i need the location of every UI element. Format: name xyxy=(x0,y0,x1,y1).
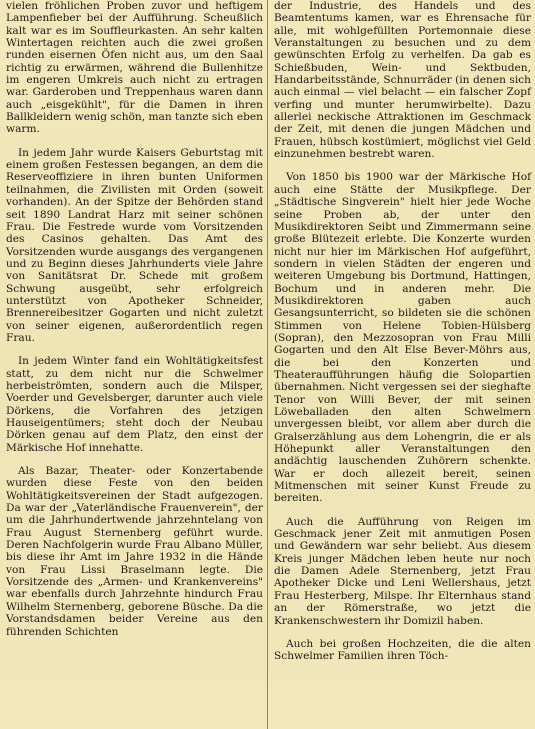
paragraph-hochzeiten: Auch bei großen Hochzeiten, die die alten Schwelmer Familien ihren Töch- xyxy=(274,637,531,663)
paragraph-kaisers-geburtstag: In jedem Jahr wurde Kaisers Geburtstag mit einem großen Festessen begangen, an dem die Reserveoffiziere in ihren bunten Uniformen teilnahmen, die Zivilisten mit Orden (soweit vorhanden). An der Spitze der Behörden stand seit 1890 Landrat Harz mit seiner schönen Frau. Die Festrede wurde vom Vorsitzenden des Casinos gehalten. Das Amt des Vorsitzenden wurde ausgangs des vergangenen und zu Beginn dieses Jahrhunderts viele Jahre von Sanitätsrat Dr. Schede mit großem Schwung ausgeübt, sehr erfolgreich unterstützt von Apotheker Schneider, Brennereibesitzer Gogarten und nicht zuletzt von seiner eigenen, außerordentlich regen Frau. xyxy=(6,146,263,344)
left-column xyxy=(6,0,263,638)
paragraph-wohltaetigkeitsfest: In jedem Winter fand ein Wohltätigkeitsfest statt, zu dem nicht nur die Schwelmer herbeiströmten, sondern auch die Milsper, Voerder und Gevelsberger, darunter auch viele Dörkens, die Vorfahren des jetzigen Hauseigentümers; steht doch der Neubau Dörken genau auf dem Platz, den einst der Märkische Hof innehatte. xyxy=(6,355,263,454)
paragraph-reigen: Auch die Aufführung von Reigen im Geschmack jener Zeit mit anmutigen Posen und Gewändern war sehr beliebt. Aus diesem Kreis junger Mädchen leben heute nur noch die Damen Adele Sternenberg, jetzt Frau Apotheker Dicke und Leni Wellershaus, jetzt Frau Hesterberg, Milspe. Ihr Elternhaus stand an der Römerstraße, wo jetzt die Krankenschwestern ihr Domizil haben. xyxy=(274,515,531,627)
paragraph-bazar: Als Bazar, Theater- oder Konzertabende wurden diese Feste von den beiden Wohltätigkeitsvereinen der Stadt aufgezogen. Da war der „Vaterländische Frauenverein", der um die Jahrhundertwende jahrzehntelang von Frau August Sternenberg geführt wurde. Deren Nachfolgerin wurde Frau Albano Müller, bis diese ihr Amt im Jahre 1932 in die Hände von Frau Lissi Braselmann legte. Die Vorsitzende des „Armen- und Krankenvereins" war ebenfalls durch Jahrzehnte hindurch Frau Wilhelm Sternenberg, geborene Büsche. Da die Vorstandsdamen beider Vereine aus den führenden Schichten xyxy=(6,465,263,638)
column-divider xyxy=(267,0,268,729)
paragraph-rehearsals: vielen fröhlichen Proben zuvor und heftigem Lampenfieber bei der Aufführung. Scheußlich kalt war es im Souffleurkasten. An sehr kalten Wintertagen reichten auch die zwei großen runden eisernen Öfen nicht aus, um den Saal richtig zu erwärmen, während die Bullenhitze im engeren Umkreis auch nicht zu ertragen war. Garderoben und Treppenhaus waren dann auch „eisgekühlt", für die Damen in ihren Ballkleidern wenig schön, man tanzte sich eben warm. xyxy=(6,0,263,136)
paragraph-industrie: der Industrie, des Handels und des Beamtentums kamen, war es Ehrensache für alle, mit wohlgefüllten Portemonnaie diese Veranstaltungen zu besuchen und zu dem gewünschten Erfolg zu verhelfen. Da gab es Schießbuden, Wein- und Sektbuden, Handarbeitsstände, Schnurräder (in denen sich auch einmal — viel belacht — ein falscher Zopf verfing und munter herumwirbelte). Dazu allerlei neckische Attraktionen im Geschmack der Zeit, mit denen die jungen Mädchen und Frauen, hübsch kostümiert, möglichst viel Geld einzunehmen bestrebt waren. xyxy=(274,0,531,161)
right-column xyxy=(274,0,531,663)
paragraph-musikpflege: Von 1850 bis 1900 war der Märkische Hof auch eine Stätte der Musikpflege. Der „Städtische Singverein" hielt hier jede Woche seine Proben ab, der unter den Musikdirektoren Seibt und Zimmermann seine große Blütezeit erlebte. Die Konzerte wurden nicht nur hier im Märkischen Hof aufgeführt, sondern in vielen Städten der engeren und weiteren Umgebung bis Dortmund, Hattingen, Bochum und in anderen mehr. Die Musikdirektoren gaben auch Gesangsunterricht, so bildeten sie die schönen Stimmen von Helene Tobien-Hülsberg (Sopran), den Mezzosopran von Frau Milli Gogarten und den Alt Else Bever-Möhrs aus, die bei den Konzerten und Theateraufführungen häufig die Solopartien übernahmen. Nicht vergessen sei der sieghafte Tenor von Willi Bever, der mit seinen Löweballaden den alten Schwelmern unvergessen bleibt, vor allem aber durch die Gralserzählung aus dem Lohengrin, die er als Höhepunkt aller Veranstaltungen den andächtig lauschenden Zuhörern schenkte. War er doch allezeit bereit, seinen Mitmenschen mit seiner Kunst Freude zu bereiten. xyxy=(274,171,531,505)
